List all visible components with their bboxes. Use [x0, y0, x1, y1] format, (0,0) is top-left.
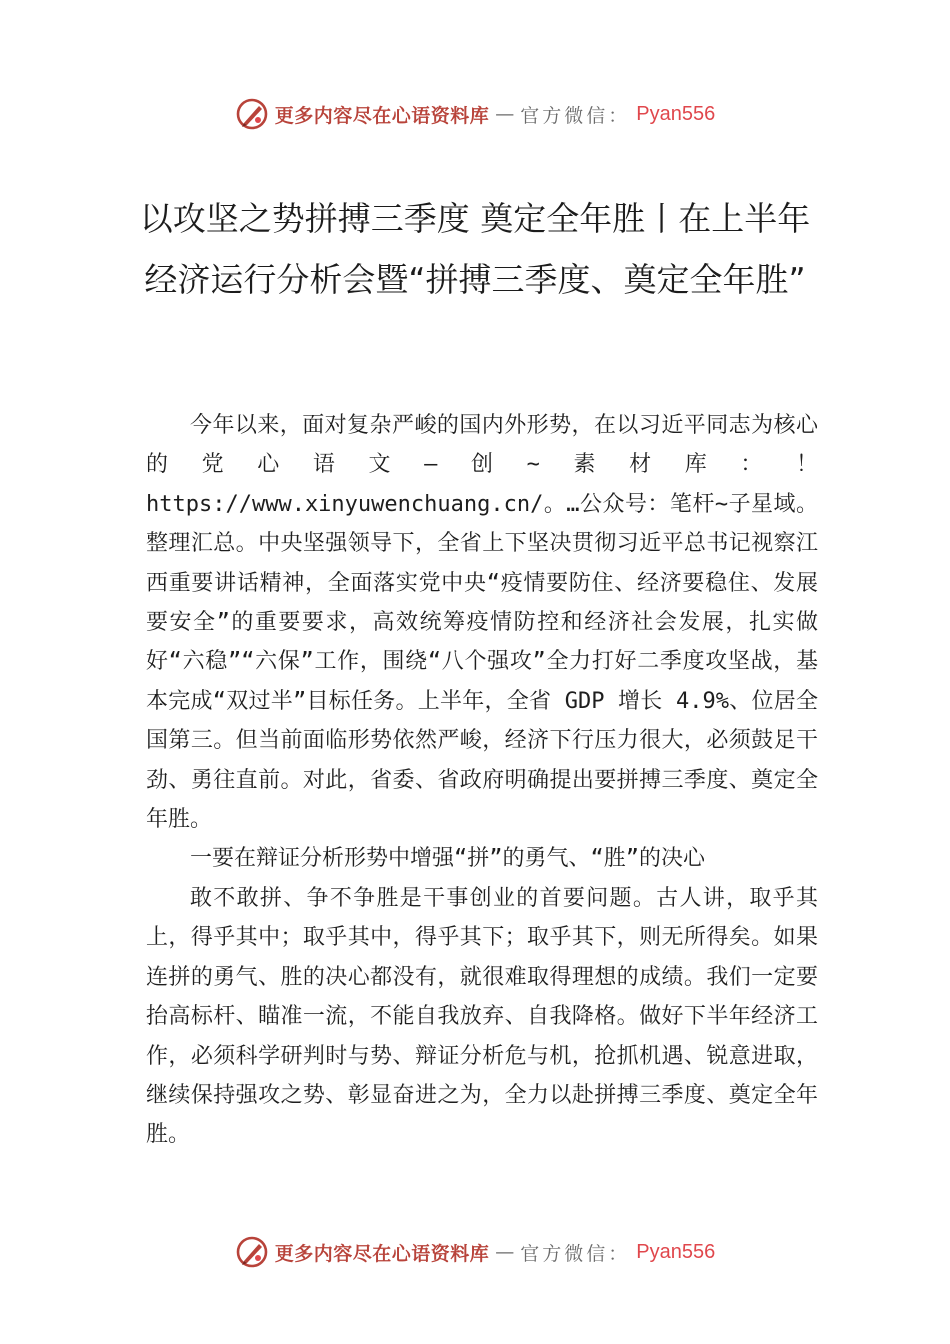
body-paragraph-section-1: 敢不敢拼、争不争胜是干事创业的首要问题。古人讲，取乎其上，得乎其中；取乎其中，得乎其下；取乎其下，则无所得矣。如果连拼的勇气、胜的决心都没有，就很难取得理想的成绩。我们一定要抬高标杆、瞄准一流，不能自我放弃、自我降格。做好下半年经济工作，必须科学研判时与势、辩证分析危与机，抢抓机遇、锐意进取，继续保持强攻之势、彰显奋进之为，全力以赴拼搏三季度、奠定全年胜。: [146, 885, 818, 1148]
document-title: 以攻坚之势拼搏三季度 奠定全年胜丨在上半年经济运行分析会暨“拼搏三季度、奠定全年胜”: [139, 199, 811, 299]
document-body: [146, 406, 818, 1155]
banner-wechat-id: Pyan556: [636, 102, 716, 125]
section-heading-1: 一要在辩证分析形势中增强“拼”的勇气、“胜”的决心: [190, 846, 705, 872]
banner-wechat-label: 官方微信：: [520, 1242, 631, 1265]
banner-brand-text: 更多内容尽在心语资料库: [274, 104, 490, 127]
body-paragraph-intro: 今年以来，面对复杂严峻的国内外形势，在以习近平同志为核心的党心语文—创~素材库：！https://www.xinyuwenchuang.cn/。…公众号：笔杆~子星域。整理汇总。中央坚强领导下，全省上下坚决贯彻习近平总书记视察江西重要讲话精神，全面落实党中央“疫情要防住、经济要稳住、发展要安全”的重要要求，高效统筹疫情防控和经济社会发展，扎实做好“六稳”“六保”工作，围绕“八个强攻”全力打好二季度攻坚战，基本完成“双过半”目标任务。上半年，全省 GDP 增长 4.9%、位居全国第三。但当前面临形势依然严峻，经济下行压力很大，必须鼓足干劲、勇往直前。对此，省委、省政府明确提出要拼搏三季度、奠定全年胜。: [146, 413, 818, 833]
banner-brand-text: 更多内容尽在心语资料库: [274, 1242, 490, 1265]
pen-logo-icon: [235, 1235, 269, 1269]
pen-logo-icon: [235, 97, 269, 131]
banner-separator: —: [495, 103, 515, 125]
banner-separator: —: [495, 1241, 515, 1263]
banner-wechat-label: 官方微信：: [520, 104, 631, 127]
header-banner: [0, 94, 950, 134]
footer-banner: [0, 1232, 950, 1272]
banner-wechat-id: Pyan556: [636, 1240, 716, 1263]
